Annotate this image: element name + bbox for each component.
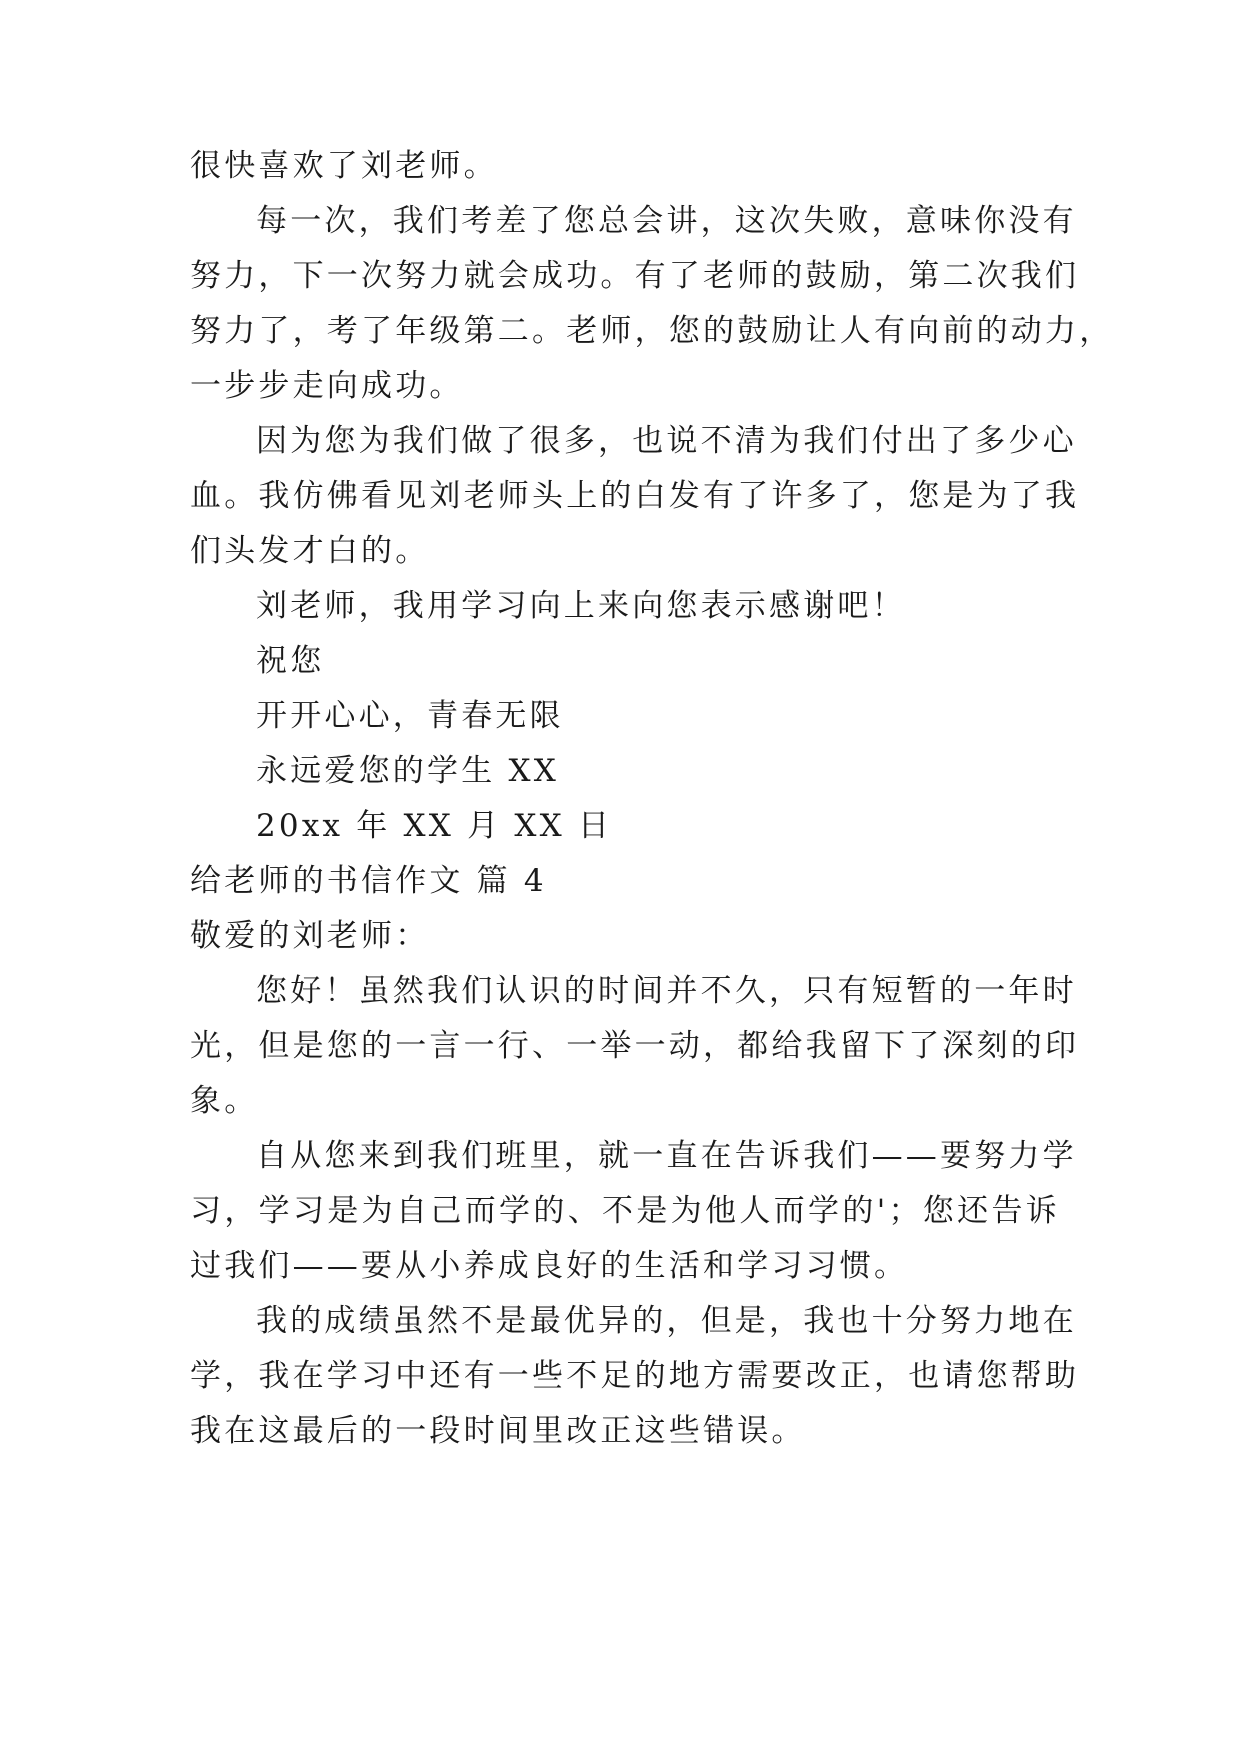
text-line: 一步步走向成功。: [190, 368, 464, 404]
greeting-line: 敬爱的刘老师：: [190, 918, 430, 954]
text-line: 光，但是您的一言一行、一举一动，都给我留下了深刻的印: [190, 1028, 1080, 1064]
text-line: 很快喜欢了刘老师。: [190, 148, 498, 184]
text-line: 我在这最后的一段时间里改正这些错误。: [190, 1413, 806, 1449]
text-line: 血。我仿佛看见刘老师头上的白发有了许多了，您是为了我: [190, 478, 1080, 514]
wish-line: 开开心心，青春无限: [256, 698, 564, 734]
text-line: 习，学习是为自己而学的、不是为他人而学的'；您还告诉: [190, 1193, 1060, 1229]
text-line: 努力了，考了年级第二。老师，您的鼓励让人有向前的动力，: [190, 313, 1114, 349]
closing-line: 刘老师，我用学习向上来向您表示感谢吧！: [256, 588, 906, 624]
date-line: 20xx 年 XX 月 XX 日: [256, 808, 613, 844]
text-line: 象。: [190, 1083, 259, 1119]
paragraph-first-line: 因为您为我们做了很多，也说不清为我们付出了多少心: [256, 423, 1077, 459]
paragraph-first-line: 自从您来到我们班里，就一直在告诉我们——要努力学: [256, 1138, 1077, 1174]
text-line: 学，我在学习中还有一些不足的地方需要改正，也请您帮助: [190, 1358, 1080, 1394]
signature-line: 永远爱您的学生 XX: [256, 753, 559, 789]
salutation-line: 祝您: [256, 643, 325, 679]
paragraph-first-line: 您好！虽然我们认识的时间并不久，只有短暂的一年时: [256, 973, 1077, 1009]
paragraph-first-line: 每一次，我们考差了您总会讲，这次失败，意味你没有: [256, 203, 1077, 239]
text-line: 过我们——要从小养成良好的生活和学习习惯。: [190, 1248, 909, 1284]
text-line: 们头发才白的。: [190, 533, 430, 569]
section-heading: 给老师的书信作文 篇 4: [190, 863, 547, 899]
paragraph-first-line: 我的成绩虽然不是最优异的，但是，我也十分努力地在: [256, 1303, 1077, 1339]
text-line: 努力，下一次努力就会成功。有了老师的鼓励，第二次我们: [190, 258, 1080, 294]
